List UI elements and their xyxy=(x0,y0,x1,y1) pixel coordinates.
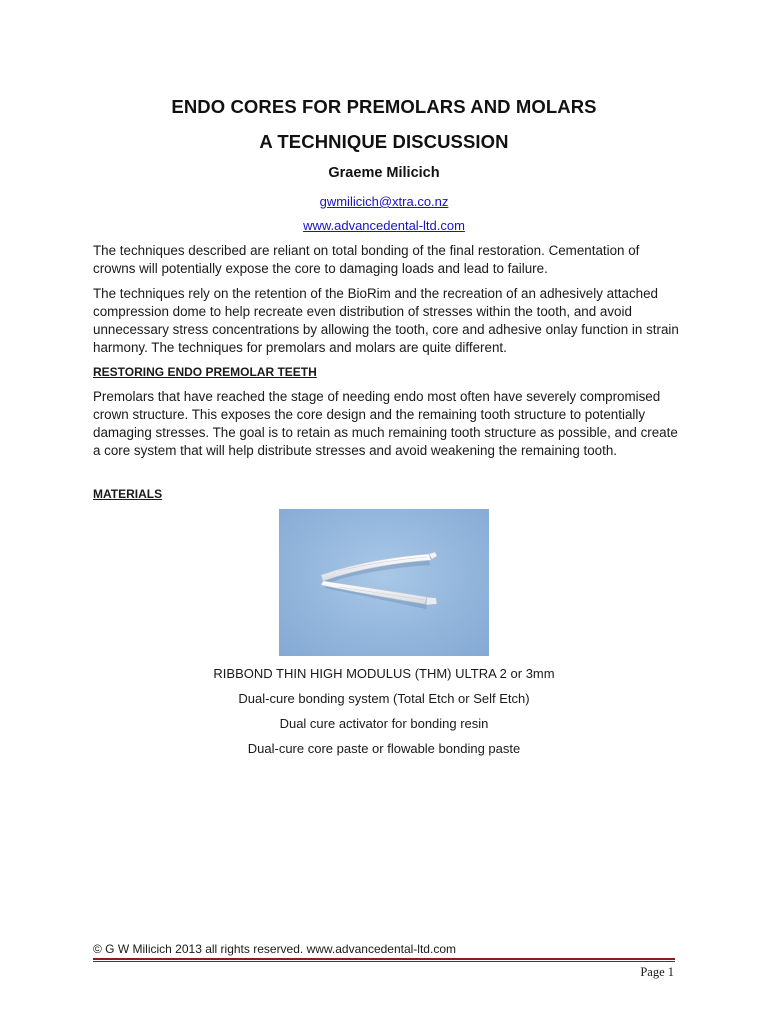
materials-item-core-paste: Dual-cure core paste or flowable bonding paste xyxy=(247,741,521,756)
footer-divider-red xyxy=(93,958,675,960)
materials-item-ribbond: RIBBOND THIN HIGH MODULUS (THM) ULTRA 2 or 3mm xyxy=(213,666,555,681)
materials-item-activator: Dual cure activator for bonding resin xyxy=(279,716,489,731)
document-title-line-2: A TECHNIQUE DISCUSSION xyxy=(259,131,509,152)
section-heading-restoring-premolar: RESTORING ENDO PREMOLAR TEETH xyxy=(93,365,317,379)
website-link[interactable]: www.advancedental-ltd.com xyxy=(303,218,465,233)
premolar-paragraph: Premolars that have reached the stage of needing endo most often have severely compromised crown structure. This exposes the core design and the remaining tooth structure to potentially damaging stresses. The goal is to retain as much remaining tooth structure as possible, and create a core system that will help distribute stresses and avoid weakening the remaining tooth. xyxy=(93,389,678,458)
author-email-link[interactable]: gwmilicich@xtra.co.nz xyxy=(319,194,449,209)
author-name: Graeme Milicich xyxy=(328,165,440,181)
ribbond-fiber-illustration xyxy=(279,509,489,656)
materials-item-bonding-system: Dual-cure bonding system (Total Etch or Self Etch) xyxy=(238,691,530,706)
section-heading-materials: MATERIALS xyxy=(93,487,163,501)
intro-paragraph: The techniques described are reliant on total bonding of the final restoration. Cementation of crowns will potentially expose the core to damaging loads and lead to failure. xyxy=(93,243,640,276)
page-number: Page 1 xyxy=(640,965,674,979)
technique-paragraph: The techniques rely on the retention of the BioRim and the recreation of an adhesively attached compression dome to help recreate even distribution of stresses within the tooth, and avoid unnecessary stress concentrations by allowing the tooth, core and adhesive onlay function in strain harmony. The techniques for premolars and molars are quite different. xyxy=(93,286,679,355)
footer-copyright: © G W Milicich 2013 all rights reserved. www.advancedental-ltd.com xyxy=(93,942,456,956)
ribbond-fiber-photo xyxy=(279,509,489,656)
footer-divider-dark xyxy=(93,961,675,962)
document-title-line-1: ENDO CORES FOR PREMOLARS AND MOLARS xyxy=(171,96,597,117)
